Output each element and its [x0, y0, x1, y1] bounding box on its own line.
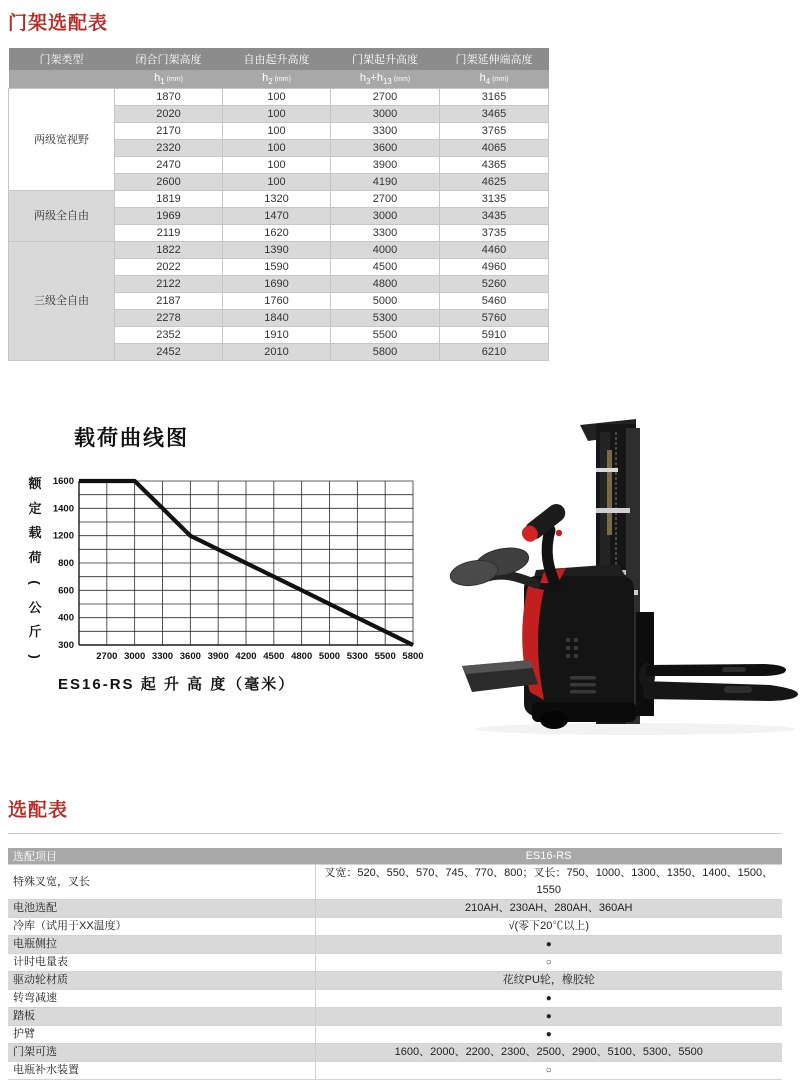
mast-value-cell: 1822	[115, 242, 223, 259]
list-item	[8, 1062, 782, 1080]
option-item-cell: 电池选配	[8, 900, 315, 918]
mast-value-cell: 3765	[440, 123, 549, 140]
mast-value-cell: 1840	[223, 310, 331, 327]
y-axis-label-char: 载	[28, 525, 42, 541]
mast-value-cell: 3900	[331, 157, 440, 174]
mast-value-cell: 6210	[440, 344, 549, 361]
mast-value-cell: 5260	[440, 276, 549, 293]
option-item-cell: 特殊叉宽，叉长	[8, 865, 315, 900]
table-row	[9, 242, 549, 259]
mast-value-cell: 1590	[223, 259, 331, 276]
mast-value-cell: 100	[223, 157, 331, 174]
mast-value-cell: 100	[223, 106, 331, 123]
y-axis-label-char: 斤	[28, 624, 42, 640]
mast-value-cell: 2278	[115, 310, 223, 327]
mast-value-cell: 2320	[115, 140, 223, 157]
option-item-cell: 计时电量表	[8, 954, 315, 972]
chart-x-axis-label: ES16-RS 起 升 高 度（毫米）	[58, 676, 296, 693]
mast-value-cell: 1390	[223, 242, 331, 259]
option-item-cell: 冷库（试用于XX温度）	[8, 918, 315, 936]
mast-table-body	[9, 89, 549, 361]
mast-value-cell: 2700	[331, 191, 440, 208]
option-value-cell: ○	[315, 1062, 782, 1080]
list-item	[8, 936, 782, 954]
svg-text:5300: 5300	[346, 651, 368, 662]
product-photo-forklift	[440, 380, 800, 740]
mast-value-cell: 2010	[223, 344, 331, 361]
mast-value-cell: 100	[223, 89, 331, 106]
svg-text:1600: 1600	[52, 476, 74, 487]
option-value-cell: ●	[315, 1008, 782, 1026]
options-header-item: 选配项目	[8, 848, 315, 865]
option-value-cell: 叉宽：520、550、570、745、770、800；叉长：750、1000、1300、1350、1400、1500、1550	[315, 865, 782, 900]
option-item-cell: 踏板	[8, 1008, 315, 1026]
mast-value-cell: 4500	[331, 259, 440, 276]
mast-value-cell: 1320	[223, 191, 331, 208]
svg-text:3900: 3900	[207, 651, 229, 662]
mast-value-cell: 3465	[440, 106, 549, 123]
mast-value-cell: 3735	[440, 225, 549, 242]
mast-value-cell: 4190	[331, 174, 440, 191]
mast-value-cell: 4800	[331, 276, 440, 293]
mast-value-cell: 5460	[440, 293, 549, 310]
option-item-cell: 护臂	[8, 1026, 315, 1044]
svg-text:4200: 4200	[235, 651, 257, 662]
mast-value-cell: 2352	[115, 327, 223, 344]
svg-text:5800: 5800	[402, 651, 424, 662]
mast-value-cell: 1690	[223, 276, 331, 293]
mast-value-cell: 2187	[115, 293, 223, 310]
option-item-cell: 门架可选	[8, 1044, 315, 1062]
list-item	[8, 1008, 782, 1026]
option-value-cell: √(零下20℃以上)	[315, 918, 782, 936]
mast-value-cell: 5800	[331, 344, 440, 361]
option-value-cell: ●	[315, 990, 782, 1008]
list-item	[8, 865, 782, 900]
mast-subheader: $h_4$ (mm)	[440, 70, 549, 89]
table-row	[9, 89, 549, 106]
y-axis-label-char: 定	[28, 500, 42, 516]
mast-value-cell: 5910	[440, 327, 549, 344]
y-axis-label-char: 公	[28, 599, 42, 615]
y-axis-label-char: (	[27, 580, 43, 585]
mast-value-cell: 1760	[223, 293, 331, 310]
mast-subheader-row	[9, 70, 549, 89]
list-item	[8, 1026, 782, 1044]
option-value-cell: 花纹PU轮，橡胶轮	[315, 972, 782, 990]
mast-value-cell: 1620	[223, 225, 331, 242]
mast-value-cell: 3135	[440, 191, 549, 208]
list-item	[8, 972, 782, 990]
mast-column-header: 自由起升高度	[223, 48, 331, 70]
mast-value-cell: 2119	[115, 225, 223, 242]
svg-text:800: 800	[58, 558, 74, 569]
mast-value-cell: 1969	[115, 208, 223, 225]
svg-text:1400: 1400	[52, 503, 74, 515]
mast-subheader: $h_1$ (mm)	[115, 70, 223, 89]
svg-text:400: 400	[58, 612, 74, 624]
options-table-title: 选配表	[8, 800, 69, 821]
svg-text:5000: 5000	[318, 651, 341, 662]
option-value-cell: 210AH、230AH、280AH、360AH	[315, 900, 782, 918]
mast-value-cell: 100	[223, 123, 331, 140]
options-header-model: ES16-RS	[315, 848, 782, 865]
option-value-cell: ○	[315, 954, 782, 972]
option-value-cell: ●	[315, 936, 782, 954]
mast-value-cell: 2700	[331, 89, 440, 106]
mast-table-header	[9, 48, 549, 89]
mast-value-cell: 3435	[440, 208, 549, 225]
svg-text:3600: 3600	[179, 651, 201, 662]
options-table-body	[8, 865, 782, 1080]
svg-text:1200: 1200	[52, 530, 74, 542]
mast-value-cell: 1910	[223, 327, 331, 344]
mast-value-cell: 3300	[331, 123, 440, 140]
list-item	[8, 900, 782, 918]
svg-text:5500: 5500	[374, 651, 396, 662]
mast-value-cell: 1870	[115, 89, 223, 106]
mast-value-cell: 3165	[440, 89, 549, 106]
list-item	[8, 990, 782, 1008]
forklift-illustration	[440, 380, 800, 740]
option-item-cell: 电瓶补水装置	[8, 1062, 315, 1080]
mast-selection-table	[8, 48, 549, 361]
mast-value-cell: 2020	[115, 106, 223, 123]
svg-text:3000: 3000	[124, 651, 146, 662]
mast-value-cell: 4000	[331, 242, 440, 259]
mast-value-cell: 2122	[115, 276, 223, 293]
mast-table-title: 门架选配表	[8, 13, 109, 34]
svg-text:2700: 2700	[96, 651, 118, 662]
load-curve-chart	[20, 420, 440, 715]
mast-value-cell: 2452	[115, 344, 223, 361]
mast-value-cell: 2170	[115, 123, 223, 140]
mast-column-header: 门架起升高度	[331, 48, 440, 70]
mast-value-cell: 2600	[115, 174, 223, 191]
svg-text:600: 600	[58, 585, 74, 597]
mast-value-cell: 1470	[223, 208, 331, 225]
mast-value-cell: 3300	[331, 225, 440, 242]
mast-value-cell: 4960	[440, 259, 549, 276]
option-item-cell: 转弯减速	[8, 990, 315, 1008]
option-item-cell: 电瓶侧拉	[8, 936, 315, 954]
mast-value-cell: 3000	[331, 106, 440, 123]
mast-column-header: 门架延伸端高度	[440, 48, 549, 70]
list-item	[8, 1044, 782, 1062]
list-item	[8, 954, 782, 972]
mast-value-cell: 5000	[331, 293, 440, 310]
option-value-cell: ●	[315, 1026, 782, 1044]
mast-subheader: $h_2$ (mm)	[223, 70, 331, 89]
mast-value-cell: 100	[223, 140, 331, 157]
mast-value-cell: 2470	[115, 157, 223, 174]
table-row	[9, 191, 549, 208]
mast-value-cell: 2022	[115, 259, 223, 276]
mast-value-cell: 4460	[440, 242, 549, 259]
mast-value-cell: 4065	[440, 140, 549, 157]
mast-value-cell: 5760	[440, 310, 549, 327]
options-header-row	[8, 848, 782, 865]
mast-header-row	[9, 48, 549, 70]
mast-value-cell: 3000	[331, 208, 440, 225]
y-axis-label-char: 荷	[28, 550, 42, 566]
load-curve-plot	[20, 420, 440, 668]
y-axis-label-char: 额	[28, 476, 42, 491]
mast-type-cell: 两级宽视野	[9, 89, 115, 191]
options-table-header	[8, 848, 782, 865]
mast-value-cell: 3600	[331, 140, 440, 157]
option-item-cell: 驱动轮材质	[8, 972, 315, 990]
svg-text:3300: 3300	[151, 651, 174, 662]
mast-type-cell: 三级全自由	[9, 242, 115, 361]
section-divider	[8, 833, 782, 834]
mast-value-cell: 1819	[115, 191, 223, 208]
y-axis-label-char: )	[27, 654, 43, 659]
mast-value-cell: 100	[223, 174, 331, 191]
mast-subheader-blank	[9, 70, 115, 89]
mast-subheader: $h_3+h_{13}$ (mm)	[331, 70, 440, 89]
mast-column-header: 门架类型	[9, 48, 115, 70]
list-item	[8, 918, 782, 936]
mast-value-cell: 4625	[440, 174, 549, 191]
mast-type-cell: 两级全自由	[9, 191, 115, 242]
mast-value-cell: 4365	[440, 157, 549, 174]
chart-title: 载荷曲线图	[74, 427, 189, 450]
option-value-cell: 1600、2000、2200、2300、2500、2900、5100、5300、5500	[315, 1044, 782, 1062]
mast-value-cell: 5500	[331, 327, 440, 344]
mast-column-header: 闭合门架高度	[115, 48, 223, 70]
mast-value-cell: 5300	[331, 310, 440, 327]
options-table	[8, 848, 782, 1080]
svg-text:300: 300	[58, 640, 74, 651]
svg-text:4800: 4800	[291, 651, 313, 662]
svg-text:4500: 4500	[263, 651, 285, 662]
